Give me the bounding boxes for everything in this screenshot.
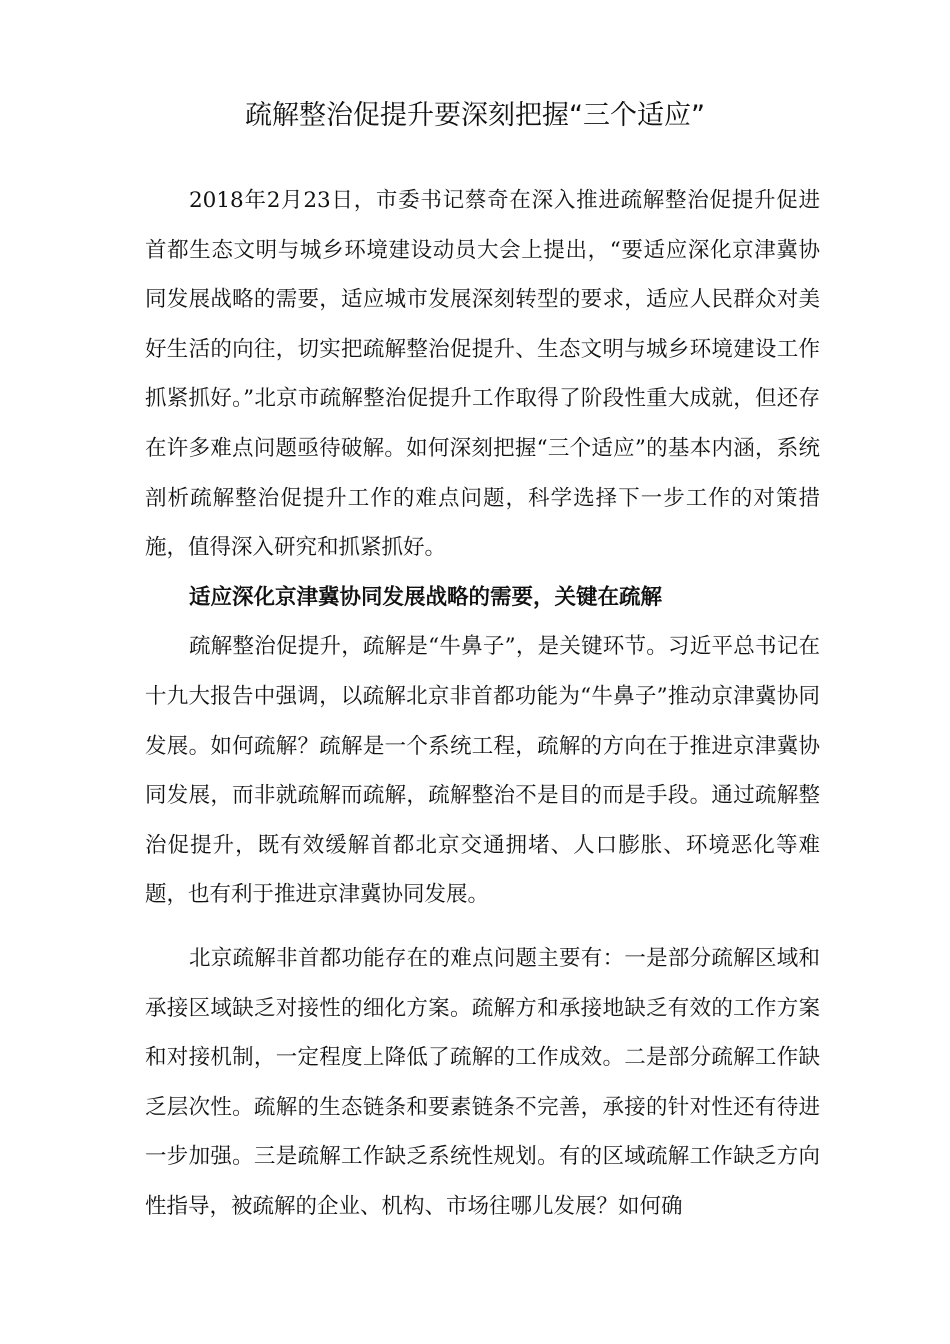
section-heading: 适应深化京津冀协同发展战略的需要，关键在疏解 xyxy=(189,584,663,610)
document-title: 疏解整治促提升要深刻把握“三个适应” xyxy=(245,100,705,131)
paragraph-difficulties: 北京疏解非首都功能存在的难点问题主要有：一是部分疏解区域和承接区域缺乏对接性的细化方案。疏解方和承接地缺乏有效的工作方案和对接机制，一定程度上降低了疏解的工作成效。二是部分疏解工作缺乏层次性。疏解的生态链条和要素链条不完善，承接的针对性还有待进一步加强。三是疏解工作缺乏系统性规划。有的区域疏解工作缺乏方向性指导，被疏解的企业、机构、市场往哪儿发展？如何确 xyxy=(145,945,820,1219)
paragraph-intro: 2018年2月23日，市委书记蔡奇在深入推进疏解整治促提升促进首都生态文明与城乡环境建设动员大会上提出，“要适应深化京津冀协同发展战略的需要，适应城市发展深刻转型的要求，适应人民群众对美好生活的向往，切实把疏解整治促提升、生态文明与城乡环境建设工作抓紧抓好。”北京市疏解整治促提升工作取得了阶段性重大成就，但还存在许多难点问题亟待破解。如何深刻把握“三个适应”的基本内涵，系统剖析疏解整治促提升工作的难点问题，科学选择下一步工作的对策措施，值得深入研究和抓紧抓好。 xyxy=(145,188,820,561)
document-body xyxy=(145,176,820,1231)
paragraph-dispersal-key: 疏解整治促提升，疏解是“牛鼻子”，是关键环节。习近平总书记在十九大报告中强调，以疏解北京非首都功能为“牛鼻子”推动京津冀协同发展。如何疏解？疏解是一个系统工程，疏解的方向在于推进京津冀协同发展，而非就疏解而疏解，疏解整治不是目的而是手段。通过疏解整治促提升，既有效缓解首都北京交通拥堵、人口膨胀、环境恶化等难题，也有利于推进京津冀协同发展。 xyxy=(145,634,820,908)
